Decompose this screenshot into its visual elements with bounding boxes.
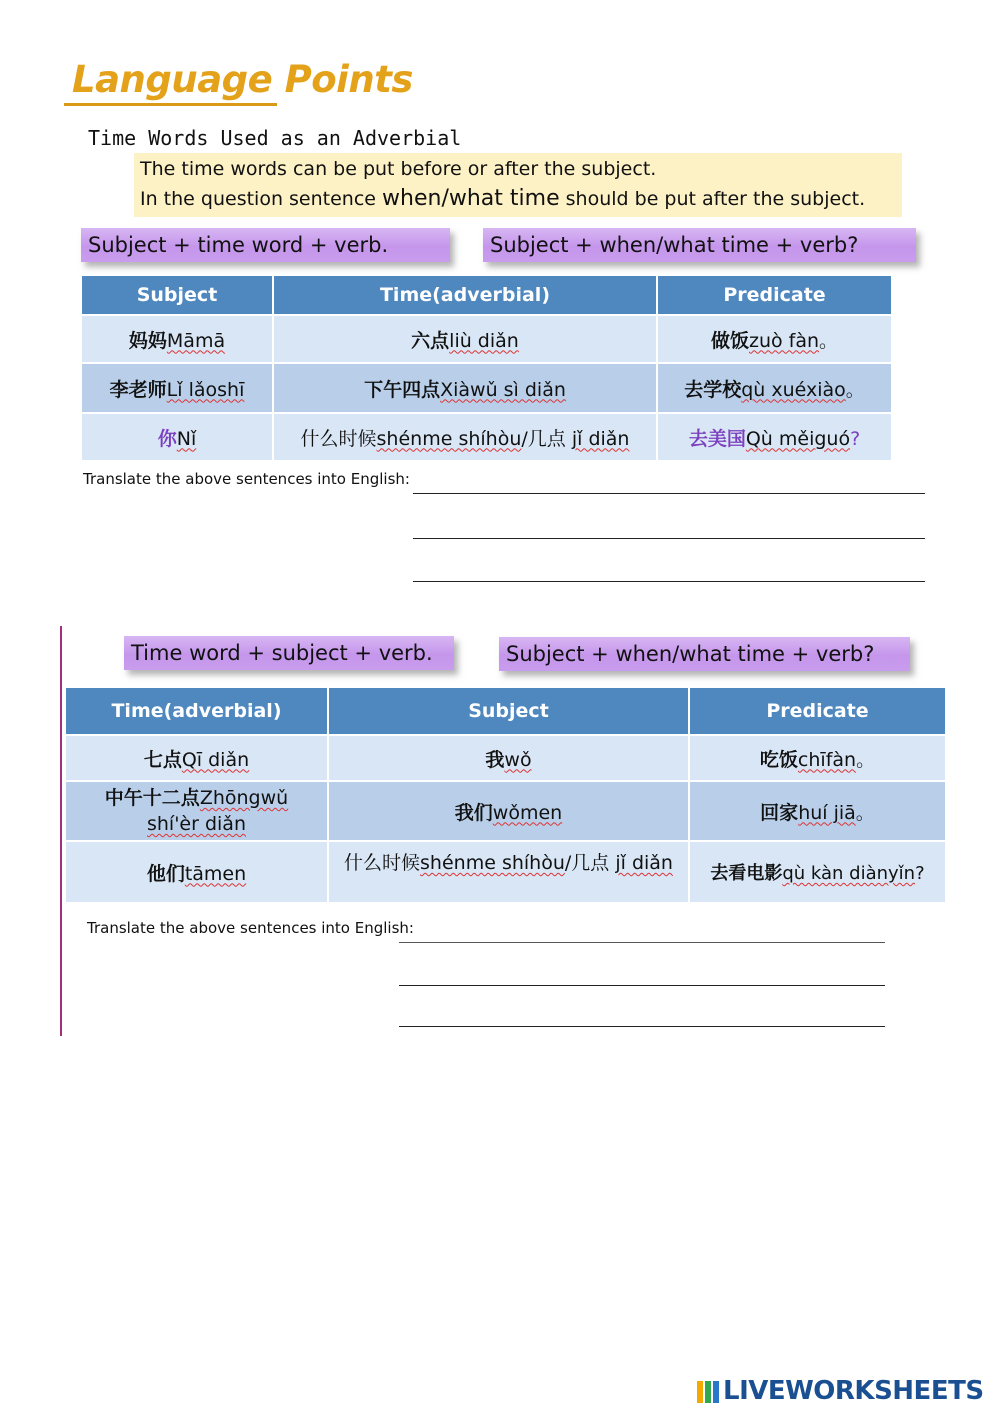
cell-pinyin: qù xuéxiào (741, 378, 846, 401)
cell-pinyin: Māmā (166, 329, 226, 352)
cell-pinyin: tāmen (184, 862, 247, 885)
cell-time (65, 781, 328, 841)
cell-chinese: 做饭 (710, 329, 749, 352)
cell-chinese: 李老师 (109, 378, 167, 401)
cell-punctuation: 。 (845, 378, 865, 401)
cell-chinese: 几点 (571, 852, 610, 874)
cell-chinese: 吃饭 (759, 748, 798, 771)
subheading: Time Words Used as an Adverbial (88, 126, 462, 150)
cell-punctuation: 。 (819, 329, 839, 352)
translate-prompt-1: Translate the above sentences into English: (83, 470, 410, 488)
cell-time (273, 315, 657, 363)
grammar-table-1 (80, 274, 893, 462)
cell-punctuation: ? (850, 427, 861, 450)
cell-subject (81, 413, 273, 461)
cell-time (273, 363, 657, 413)
answer-line[interactable] (399, 1026, 885, 1027)
cell-chinese: 我 (485, 748, 505, 771)
answer-line[interactable] (413, 538, 925, 539)
section-divider-rule (60, 626, 62, 1036)
header-predicate: Predicate (689, 687, 946, 735)
cell-chinese: 他们 (146, 862, 185, 885)
cell-time (65, 735, 328, 781)
table-row (81, 413, 892, 461)
answer-line[interactable] (399, 942, 885, 943)
cell-chinese: 我们 (454, 801, 493, 824)
title-underline (64, 103, 277, 106)
cell-time (65, 841, 328, 903)
cell-chinese: 回家 (760, 801, 799, 824)
cell-subject (81, 315, 273, 363)
table-row (65, 735, 946, 781)
pattern-statement-banner-1: Subject + time word + verb. (81, 228, 450, 262)
cell-chinese: 七点 (143, 748, 182, 771)
cell-subject (328, 735, 689, 781)
pattern-question-banner-2: Subject + when/what time + verb? (499, 637, 910, 671)
cell-time (273, 413, 657, 461)
cell-chinese: 什么时候 (344, 852, 421, 874)
cell-separator: / (564, 852, 572, 874)
cell-pinyin: wǒmen (492, 801, 563, 824)
page-title: Language Points (72, 58, 413, 101)
cell-predicate (689, 781, 946, 841)
cell-predicate (657, 315, 892, 363)
cell-predicate (657, 363, 892, 413)
cell-pinyin: Xiàwǔ sì diǎn (440, 378, 566, 401)
table-row (65, 781, 946, 841)
cell-predicate (689, 841, 946, 903)
note-line-2-post: should be put after the subject. (559, 188, 866, 210)
cell-punctuation: 。 (856, 748, 876, 771)
cell-separator: / (521, 427, 528, 450)
header-subject: Subject (81, 275, 273, 315)
cell-pinyin: shénme shíhòu (420, 852, 565, 874)
cell-pinyin: qù kàn diànyǐn (782, 863, 916, 884)
note-line-1: The time words can be put before or after the subject. (140, 158, 657, 180)
cell-chinese: 去看电影 (710, 863, 783, 884)
table-row (81, 363, 892, 413)
grammar-note (134, 153, 902, 217)
cell-punctuation: 。 (855, 801, 875, 824)
cell-pinyin: wǒ (504, 748, 532, 771)
pattern-statement-banner-2: Time word + subject + verb. (124, 636, 454, 670)
answer-line[interactable] (413, 581, 925, 582)
cell-chinese: 你 (157, 427, 177, 450)
pattern-question-banner-1: Subject + when/what time + verb? (483, 228, 916, 262)
cell-pinyin: jǐ diǎn (571, 427, 630, 450)
cell-chinese: 什么时候 (300, 427, 377, 450)
cell-pinyin: Nǐ (176, 427, 197, 450)
cell-subject (81, 363, 273, 413)
cell-subject (328, 781, 689, 841)
liveworksheets-logo: LIVEWORKSHEETS (723, 1376, 984, 1406)
table-row (65, 841, 946, 903)
header-predicate: Predicate (657, 275, 892, 315)
liveworksheets-logo-icon (697, 1381, 719, 1403)
cell-pinyin: huí jiā (798, 801, 856, 824)
cell-pinyin: Qī diǎn (181, 748, 250, 771)
cell-chinese: 几点 (527, 427, 566, 450)
cell-pinyin: Zhōngwǔ (199, 787, 289, 809)
cell-predicate (689, 735, 946, 781)
cell-pinyin: zuò fàn (748, 329, 820, 352)
grammar-table-2 (64, 686, 947, 904)
table-row (81, 315, 892, 363)
cell-pinyin: jǐ diǎn (615, 852, 673, 874)
cell-chinese: 去学校 (684, 378, 742, 401)
cell-punctuation: ? (915, 863, 925, 884)
cell-pinyin: Qù měiguó (745, 427, 851, 450)
cell-chinese: 中午十二点 (104, 787, 200, 809)
cell-predicate (657, 413, 892, 461)
header-time: Time(adverbial) (65, 687, 328, 735)
cell-pinyin: chīfàn (797, 748, 857, 771)
note-line-2 (140, 184, 896, 214)
cell-chinese: 妈妈 (128, 329, 167, 352)
header-subject: Subject (328, 687, 689, 735)
translate-prompt-2: Translate the above sentences into English: (87, 919, 414, 937)
answer-line[interactable] (413, 493, 925, 494)
cell-pinyin: liù diǎn (449, 329, 519, 352)
note-line-2-emphasis: when/what time (382, 186, 560, 211)
cell-pinyin: shí'èr diǎn (146, 813, 246, 835)
cell-pinyin: shénme shíhòu (376, 427, 522, 450)
answer-line[interactable] (399, 985, 885, 986)
note-line-2-pre: In the question sentence (140, 188, 383, 210)
cell-chinese: 六点 (411, 329, 450, 352)
cell-pinyin: Lǐ lǎoshī (166, 378, 245, 401)
cell-chinese: 下午四点 (364, 378, 441, 401)
cell-subject (328, 841, 689, 903)
cell-chinese: 去美国 (688, 427, 746, 450)
header-time: Time(adverbial) (273, 275, 657, 315)
